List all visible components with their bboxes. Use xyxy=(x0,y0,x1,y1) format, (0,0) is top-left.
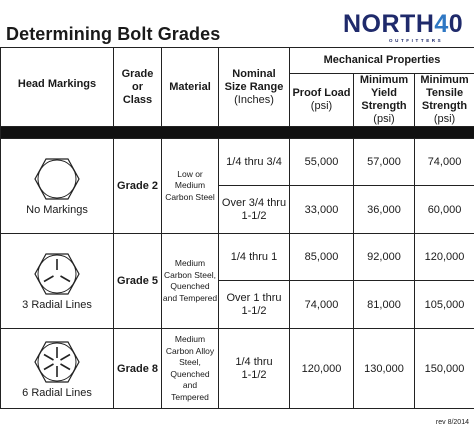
hexagon-3-radial-lines-icon xyxy=(32,251,82,297)
tensile-value: 120,000 xyxy=(415,234,474,281)
yield-value: 81,000 xyxy=(354,281,415,329)
grade-label: Grade 2 xyxy=(114,139,162,234)
yield-value: 57,000 xyxy=(354,139,415,186)
proof-load-value: 120,000 xyxy=(290,329,354,409)
table-row xyxy=(1,234,474,281)
header-min-tensile: Minimum Tensile Strength (psi) xyxy=(415,74,474,127)
proof-load-value: 74,000 xyxy=(290,281,354,329)
yield-value: 36,000 xyxy=(354,186,415,234)
tensile-value: 74,000 xyxy=(415,139,474,186)
grade-label: Grade 5 xyxy=(114,234,162,329)
tensile-value: 150,000 xyxy=(415,329,474,409)
yield-value: 130,000 xyxy=(354,329,415,409)
size-range: 1/4 thru 1 xyxy=(219,234,290,281)
header-nominal-size: Nominal Size Range (Inches) xyxy=(219,48,290,127)
marking-cell xyxy=(1,139,114,234)
material-cell: Medium Carbon Steel, Quenched and Tempered xyxy=(162,234,219,329)
size-range: 1/4 thru 1-1/2 xyxy=(219,329,290,409)
logo-subtitle: OUTFITTERS xyxy=(389,38,444,43)
proof-load-value: 85,000 xyxy=(290,234,354,281)
bolt-grades-table xyxy=(0,47,474,409)
header-min-yield: Minimum Yield Strength (psi) xyxy=(354,74,415,127)
grade-label: Grade 8 xyxy=(114,329,162,409)
size-range: Over 3/4 thru 1-1/2 xyxy=(219,186,290,234)
header-material: Material xyxy=(162,48,219,127)
logo-wordmark: NORTH40 xyxy=(343,10,464,38)
proof-load-value: 55,000 xyxy=(290,139,354,186)
material-cell: Medium Carbon Alloy Steel, Quenched and Tempered xyxy=(162,329,219,409)
table-row xyxy=(1,139,474,186)
revision-note: rev 8/2014 xyxy=(435,419,469,426)
hexagon-no-markings-icon xyxy=(32,156,82,202)
marking-cell xyxy=(1,234,114,329)
header-proof-load: Proof Load (psi) xyxy=(290,74,354,127)
proof-load-value: 33,000 xyxy=(290,186,354,234)
header-head-markings: Head Markings xyxy=(1,48,114,127)
header-mechanical-properties: Mechanical Properties xyxy=(290,48,474,74)
tensile-value: 60,000 xyxy=(415,186,474,234)
tensile-value: 105,000 xyxy=(415,281,474,329)
marking-label: No Markings xyxy=(26,204,88,216)
marking-cell xyxy=(1,329,114,409)
size-range: Over 1 thru 1-1/2 xyxy=(219,281,290,329)
hexagon-6-radial-lines-icon xyxy=(32,339,82,385)
page-title: Determining Bolt Grades xyxy=(6,24,221,44)
north40-logo xyxy=(343,10,467,48)
table-row xyxy=(1,329,474,409)
yield-value: 92,000 xyxy=(354,234,415,281)
marking-label: 3 Radial Lines xyxy=(22,299,92,311)
header-grade-or-class: Grade or Class xyxy=(114,48,162,127)
marking-label: 6 Radial Lines xyxy=(22,386,92,399)
material-cell: Low or Medium Carbon Steel xyxy=(162,139,219,234)
divider-bar xyxy=(1,127,474,139)
size-range: 1/4 thru 3/4 xyxy=(219,139,290,186)
